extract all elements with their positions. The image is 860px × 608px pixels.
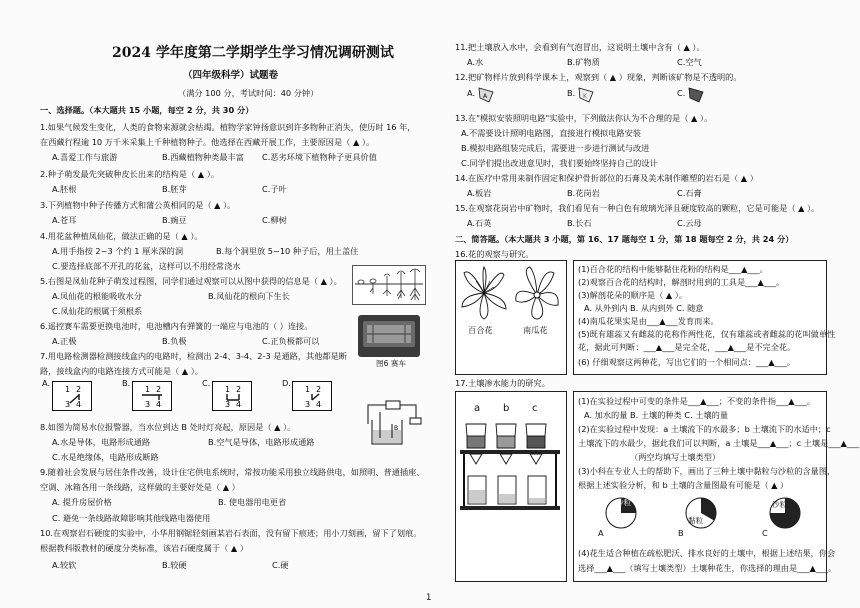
- pie-label-a: A: [598, 528, 604, 538]
- q14-opt-c: C.石膏: [677, 188, 702, 198]
- cup-label-c: c: [532, 403, 538, 414]
- q10-opt-a: A.较软: [52, 560, 77, 570]
- svg-text:3: 3: [305, 400, 311, 409]
- q14-opt-a: A.板岩: [467, 188, 492, 198]
- q17-item-2-line2: 土壤流下的水最少，据此我们可以判断，a 土壤是___▲___；c 土壤是___▲___: [578, 438, 860, 448]
- lily-label: 百合花: [468, 325, 493, 335]
- junction-box-d: [292, 381, 332, 411]
- q8: 8.如图为简易水位报警器，当水位到达 B 处时灯亮起，原因是（ ▲ ）。: [40, 422, 296, 432]
- q13-opt-a: A.不需要设计照明电路图，直接进行模拟电路安装: [461, 128, 641, 138]
- q1-line1: 1.如果气候发生变化，人类的食物来源就会枯竭。植物学家钟扬意识到许多物种正消失，使历时 16 年，: [40, 122, 416, 132]
- q1-opt-b: B.西藏植物种类最丰富: [162, 152, 244, 162]
- q7-label-c: C.: [202, 378, 211, 388]
- svg-text:3: 3: [65, 400, 71, 409]
- q7-line2: 路，接线盒内的电路连接方式可能是（ ▲ ）。: [40, 366, 203, 376]
- q1-line2: 在西藏行程逾 10 万千米采集上千种植物种子。他选择在西藏开展工作，主要原因是（ ▲ ）。: [40, 137, 375, 147]
- q4: 4.用花盆种植凤仙花，做法正确的是（ ▲ ）。: [40, 231, 203, 241]
- q7-label-a: A.: [42, 378, 51, 388]
- q9-line2: 空调、冰箱各用一条线路，这样做的主要好处是（ ▲ ）: [40, 482, 240, 492]
- q12-opt-a: A.: [467, 88, 476, 98]
- q17-item-3-line1: (3)小科在专业人士的帮助下，画出了三种土壤中黏粒与沙粒的含量图，: [578, 466, 836, 476]
- q13-opt-b: B.模拟电路组装完成后，需要进一步进行测试与改进: [461, 143, 650, 153]
- q11-opt-b: B.矿物质: [567, 57, 600, 67]
- svg-text:2: 2: [76, 385, 82, 394]
- q16-item-2: (2)观察百合花的结构时，解剖时用到的工具是___▲___。: [578, 277, 785, 287]
- q14-opt-b: B.花岗岩: [567, 188, 600, 198]
- q5-opt-c: C.凤仙花的根属于须根系: [52, 306, 143, 316]
- q15: 15.在观察花岗岩中矿物时，我们看见有一种白色有玻璃光泽且硬度较高的颗粒，它是可能是（ ▲ ）。: [455, 203, 820, 213]
- svg-text:2: 2: [316, 385, 322, 394]
- q10-line2: 根据教科版教材的硬度分类标准，该岩石硬度属于（ ▲ ）: [40, 543, 249, 553]
- pie-label-c: C: [762, 528, 768, 538]
- q11-opt-a: A.水: [467, 57, 484, 67]
- q17-item-4-line1: (4)花生适合种植在疏松肥沃、排水良好的土壤中，根据上述结果，你会: [578, 548, 836, 558]
- svg-text:1: 1: [65, 385, 71, 394]
- svg-text:1: 1: [305, 385, 311, 394]
- svg-text:1: 1: [145, 385, 151, 394]
- svg-text:3: 3: [145, 400, 151, 409]
- svg-text:K: K: [583, 93, 587, 100]
- soil-apparatus-drawing: [460, 420, 562, 512]
- q17-item-4-line2: 选择___▲___（填写土壤类型）土壤种花生，你选择的理由是___▲___。: [578, 563, 837, 573]
- q2-opt-c: C.子叶: [262, 184, 287, 194]
- q16-title: 16.花的观察与研究。: [455, 249, 534, 259]
- fig6-caption: 图6 赛车: [376, 359, 407, 368]
- q17-item-3-line2: 根据上述实验分析，和 b 土壤的含量图最有可能是（ ▲ ）: [578, 480, 789, 490]
- q1-opt-a: A.喜爱工作与旅游: [52, 152, 118, 162]
- svg-text:2: 2: [236, 385, 242, 394]
- svg-text:4: 4: [236, 400, 242, 409]
- q3: 3.下列植物中种子传播方式和蒲公英相同的是（ ▲ ）。: [40, 200, 236, 210]
- svg-text:3: 3: [225, 400, 231, 409]
- q6-opt-c: C.正负极都可以: [262, 336, 320, 346]
- q12: 12.把矿物样片放到科学课本上，观察到（ ▲ ）现象，判断该矿物是不透明的。: [455, 72, 742, 82]
- svg-text:4: 4: [156, 400, 162, 409]
- q5: 5.右图是凤仙花种子萌发过程图，同学们通过观察可以从图中获得的信息是（ ▲ ）。: [40, 276, 342, 286]
- q7-label-b: B.: [122, 378, 131, 388]
- q8-opt-a: A.水是导体，电路形成通路: [52, 437, 151, 447]
- mineral-sample-b: [577, 86, 595, 104]
- svg-text:2: 2: [156, 385, 162, 394]
- pie-b-text: 黏粒: [688, 516, 704, 525]
- junction-box-c: [212, 381, 252, 411]
- q16-item-4: (4)南瓜花果实是由___▲___发育而来。: [578, 316, 719, 326]
- lily-flower-drawing: [460, 265, 508, 321]
- q2: 2.种子萌发最先突破种皮长出来的结构是（ ▲ ）。: [40, 169, 219, 179]
- q7-label-d: D.: [282, 378, 291, 388]
- q16-item-1: (1)百合花的结构中能够黏住花粉的结构是___▲___。: [578, 264, 768, 274]
- q10-opt-b: B.较硬: [162, 560, 187, 570]
- q11: 11.把土壤放入水中，会看到有气泡冒出，这说明土壤中含有（ ▲ ）。: [455, 42, 705, 52]
- q17-title: 17.土壤渗水能力的研究。: [455, 378, 550, 388]
- q3-opt-a: A.苍耳: [52, 215, 77, 225]
- page-subtitle: （四年级科学）试题卷: [183, 70, 279, 81]
- svg-text:B: B: [394, 425, 399, 432]
- q4-opt-b: B.每个洞里放 5~10 种子后，用土盖住: [216, 246, 359, 256]
- q13-opt-c: C.同学们提出改进意见时，我们要始终坚持自己的设计: [461, 158, 658, 168]
- q5-opt-a: A.凤仙花的根能吸收水分: [52, 291, 142, 301]
- page-title: 2024 学年度第二学期学生学习情况调研测试: [112, 45, 394, 61]
- q2-opt-a: A.胚根: [52, 184, 77, 194]
- soil-experiment-figure: [455, 391, 567, 582]
- q17-item-2-line1: (2)在实验过程中发现：a 土壤流下的水最多；b 土壤流下的水适中；c: [578, 424, 831, 434]
- q15-opt-c: C.云母: [677, 218, 702, 228]
- junction-box-a: [52, 381, 92, 411]
- section2-heading: 二、简答题。（本大题共 3 小题，第 16、17 题每空 1 分，第 18 题每空 2 分，共 24 分）: [455, 234, 794, 244]
- q17-item-1: (1)在实验过程中可变的条件是___▲___；不变的条件指___▲___。: [578, 396, 816, 406]
- q4-opt-c: C.要选择底部不开孔的花盆，这样可以不用经常浇水: [52, 261, 241, 271]
- cup-label-a: a: [474, 403, 481, 414]
- q16-item-3-options: A. 从外到内 B. 从内到外 C. 随意: [584, 303, 704, 313]
- page-number: 1: [426, 593, 432, 603]
- mineral-sample-a: [477, 86, 495, 104]
- q8-opt-c: C.水是绝缘体，电路形成断路: [52, 452, 159, 462]
- q15-opt-b: B.长石: [567, 218, 592, 228]
- q15-opt-a: A.石英: [467, 218, 492, 228]
- q9-opt-a: A. 提升房屋价格: [52, 497, 112, 507]
- junction-box-b: [132, 381, 172, 411]
- q6-opt-b: B.负极: [162, 336, 187, 346]
- q3-opt-c: C.柳树: [262, 215, 287, 225]
- svg-text:A: A: [483, 93, 488, 100]
- score-note: （满分 100 分，考试时间：40 分钟）: [178, 88, 319, 98]
- q6-opt-a: A.正极: [52, 336, 77, 346]
- q16-item-5-line1: (5)既有雄蕊又有雌蕊的花称作两性花，仅有雄蕊或者雌蕊的花叫做单性: [578, 329, 836, 339]
- mineral-sample-c: [687, 86, 705, 104]
- q17-answer-box: [573, 391, 860, 582]
- q12-opt-b: B.: [567, 88, 576, 98]
- svg-text:1: 1: [225, 385, 231, 394]
- svg-text:4: 4: [76, 400, 82, 409]
- q14: 14.在医疗中常用来制作固定和保护骨折部位的石膏及美术制作雕塑的岩石是（ ▲ ）: [455, 173, 758, 183]
- q17-item-2-note: （两空均填写土壤类型）: [630, 452, 721, 462]
- q17-item-1-options: A. 加水的量 B. 土壤的种类 C. 土壤的量: [584, 410, 729, 420]
- q16-item-6: (6) 仔细观察这两种花，写出它们的一个相同点：___▲___。: [578, 357, 795, 367]
- q1-opt-c: C.恶劣环境下植物种子更具价值: [262, 152, 377, 162]
- water-alarm-figure: [364, 400, 422, 446]
- q16-answer-box: [573, 260, 836, 375]
- germination-figure: [352, 265, 426, 305]
- pumpkin-flower-drawing: [512, 265, 562, 321]
- q9-opt-b: B. 使电器用电更省: [218, 497, 287, 507]
- q7-line1: 7.用电路检测器检测接线盒内的电路时，检测出 2-4、3-4、2-3 是通路，其他都是断: [40, 351, 347, 361]
- q3-opt-b: B.豌豆: [162, 215, 187, 225]
- q6: 6.遥控赛车需要更换电池时，电池槽内有弹簧的一端应与电池的（ ）连接。: [40, 321, 313, 331]
- pie-label-b: B: [678, 528, 684, 538]
- q2-opt-b: B.胚芽: [162, 184, 187, 194]
- flower-figure: [455, 260, 567, 375]
- q5-opt-b: B.凤仙花的根向下生长: [208, 291, 290, 301]
- germination-drawing: [353, 266, 425, 304]
- q8-opt-b: B.空气是导体，电路形成通路: [208, 437, 315, 447]
- svg-text:4: 4: [316, 400, 322, 409]
- q12-opt-c: C.: [677, 88, 686, 98]
- pie-a-text: 沙粒: [616, 498, 632, 507]
- q10-line1: 10.在观察岩石硬度的实验中，小华用钢锯轻刻画某岩石表面，没有留下痕迹；用小刀刻画，留下了划痕。: [40, 528, 422, 538]
- battery-compartment-drawing: [358, 315, 420, 357]
- q13: 13.在"模拟安装照明电路"实验中，下列做法你认为不合理的是（ ▲ ）。: [455, 113, 713, 123]
- pumpkin-flower-label: 南瓜花: [523, 325, 548, 335]
- section1-heading: 一、选择题。（本大题共 15 小题，每空 2 分，共 30 分）: [40, 105, 254, 115]
- pie-c-text: 沙粒: [772, 500, 788, 509]
- cup-label-b: b: [503, 403, 510, 414]
- q10-opt-c: C.硬: [272, 560, 289, 570]
- q16-item-3: (3)解剖花朵的顺序是（ ▲ ）。: [578, 290, 688, 300]
- q4-opt-a: A.用手指按 2~3 个约 1 厘米深的洞: [52, 246, 184, 256]
- q9-line1: 9.随着社会发展与居住条件改善，设计住宅供电系统时，常按功能采用独立线路供电，如照明、普通插座、: [40, 467, 425, 477]
- q16-item-5-line2: 花，据此可判断：___▲___是完全花，___▲___是不完全花。: [578, 342, 796, 352]
- q11-opt-c: C.空气: [677, 57, 702, 67]
- race-car-image: [358, 315, 420, 357]
- q9-opt-c: C. 避免一条线路故障影响其他线路电器使用: [52, 513, 211, 523]
